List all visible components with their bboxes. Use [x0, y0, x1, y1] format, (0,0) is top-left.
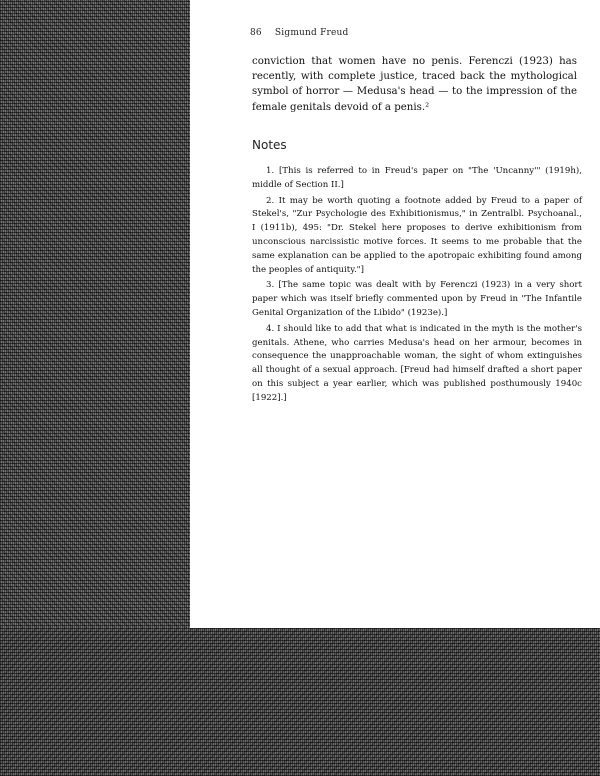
note-2: 2. It may be worth quoting a footnote added by Freud to a paper of Stekel's, "Zur Psychologie des Exhibitionismus," in Zentralbl. Psychoanal., I (1911b), 495: "Dr. Stekel here proposes to derive exhibitionism from unconscious narcissistic motive forces. It seems to me probable that the same explanation can be applied to the apotropaic exhibiting found among the peoples of antiquity."] — [252, 195, 582, 275]
notes-heading: Notes — [252, 138, 287, 152]
scan-noise-bottom — [0, 628, 600, 776]
running-title: Sigmund Freud — [274, 28, 349, 38]
note-3: 3. [The same topic was dealt with by Ferenczi (1923) in a very short paper which was itself briefly commented upon by Freud in "The Infantile Genital Organization of the Libido" (1923e).] — [252, 280, 582, 318]
body-paragraph: conviction that women have no penis. Ferenczi (1923) has recently, with complete justice, traced back the mythological symbol of horror — Medusa's head — to the impression of the female genitals devoid of a penis.² — [252, 56, 577, 113]
running-header — [250, 28, 349, 38]
note-1: 1. [This is referred to in Freud's paper on "The 'Uncanny'" (1919h), middle of Section II.] — [252, 166, 582, 190]
body-text — [252, 54, 577, 115]
document-page — [190, 0, 600, 628]
page-number: 86 — [250, 28, 262, 38]
note-4: 4. I should like to add that what is indicated in the myth is the mother's genitals. Athene, who carries Medusa's head on her armour, becomes in consequence the unapproachable woman, the sight of whom extinguishes all thought of a sexual approach. [Freud had himself drafted a short paper on this subject a year earlier, which was published posthumously 1940c [1922].] — [252, 323, 582, 403]
notes-list — [252, 165, 582, 408]
